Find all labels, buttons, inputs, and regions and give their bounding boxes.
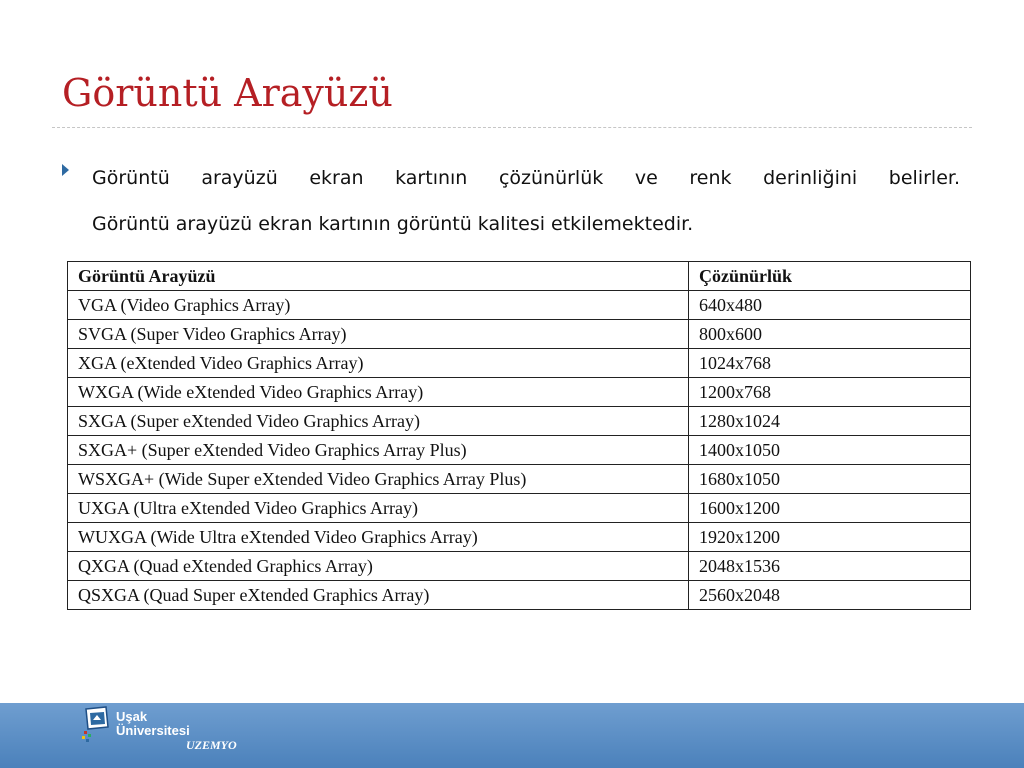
resolution-cell: 800x600 [689, 320, 971, 349]
table-row [68, 465, 971, 494]
resolution-cell: 1920x1200 [689, 523, 971, 552]
resolution-cell: 1400x1050 [689, 436, 971, 465]
table-row [68, 494, 971, 523]
bullet-line-1: Görüntü arayüzü ekran kartının çözünürlük ve renk derinliğini belirler. [92, 167, 960, 189]
resolution-cell: 2560x2048 [689, 581, 971, 610]
interface-cell: VGA (Video Graphics Array) [68, 291, 689, 320]
interface-cell: WXGA (Wide eXtended Video Graphics Array) [68, 378, 689, 407]
interface-cell: UXGA (Ultra eXtended Video Graphics Array) [68, 494, 689, 523]
bullet-line-2: Görüntü arayüzü ekran kartının görüntü kalitesi etkilemektedir. [92, 213, 694, 235]
interface-cell: QXGA (Quad eXtended Graphics Array) [68, 552, 689, 581]
table-row [68, 349, 971, 378]
table-header-row [68, 262, 971, 291]
school-abbreviation: UZEMYO [186, 738, 237, 752]
title-divider [52, 127, 972, 128]
interface-cell: WSXGA+ (Wide Super eXtended Video Graphics Array Plus) [68, 465, 689, 494]
resolution-table [67, 261, 971, 610]
resolution-cell: 2048x1536 [689, 552, 971, 581]
resolution-cell: 1200x768 [689, 378, 971, 407]
resolution-cell: 1680x1050 [689, 465, 971, 494]
table-row [68, 407, 971, 436]
bullet-text [92, 155, 960, 247]
table-row [68, 378, 971, 407]
column-header-interface: Görüntü Arayüzü [68, 262, 689, 291]
column-header-resolution: Çözünürlük [689, 262, 971, 291]
interface-cell: SXGA (Super eXtended Video Graphics Array) [68, 407, 689, 436]
university-emblem-icon [80, 705, 114, 745]
resolution-cell: 640x480 [689, 291, 971, 320]
slide-title: Görüntü Arayüzü [62, 71, 393, 115]
table-row [68, 552, 971, 581]
university-name-line1: Uşak [116, 709, 148, 724]
resolution-cell: 1024x768 [689, 349, 971, 378]
resolution-cell: 1280x1024 [689, 407, 971, 436]
table-row [68, 523, 971, 552]
table-row [68, 436, 971, 465]
table-row [68, 320, 971, 349]
university-name [116, 710, 190, 738]
university-name-line2: Üniversitesi [116, 723, 190, 738]
interface-cell: SVGA (Super Video Graphics Array) [68, 320, 689, 349]
table-row [68, 291, 971, 320]
bullet-arrow-icon [62, 164, 69, 176]
interface-cell: SXGA+ (Super eXtended Video Graphics Array Plus) [68, 436, 689, 465]
interface-cell: XGA (eXtended Video Graphics Array) [68, 349, 689, 378]
interface-cell: WUXGA (Wide Ultra eXtended Video Graphics Array) [68, 523, 689, 552]
resolution-cell: 1600x1200 [689, 494, 971, 523]
interface-cell: QSXGA (Quad Super eXtended Graphics Array) [68, 581, 689, 610]
table-row [68, 581, 971, 610]
university-logo [80, 705, 260, 765]
